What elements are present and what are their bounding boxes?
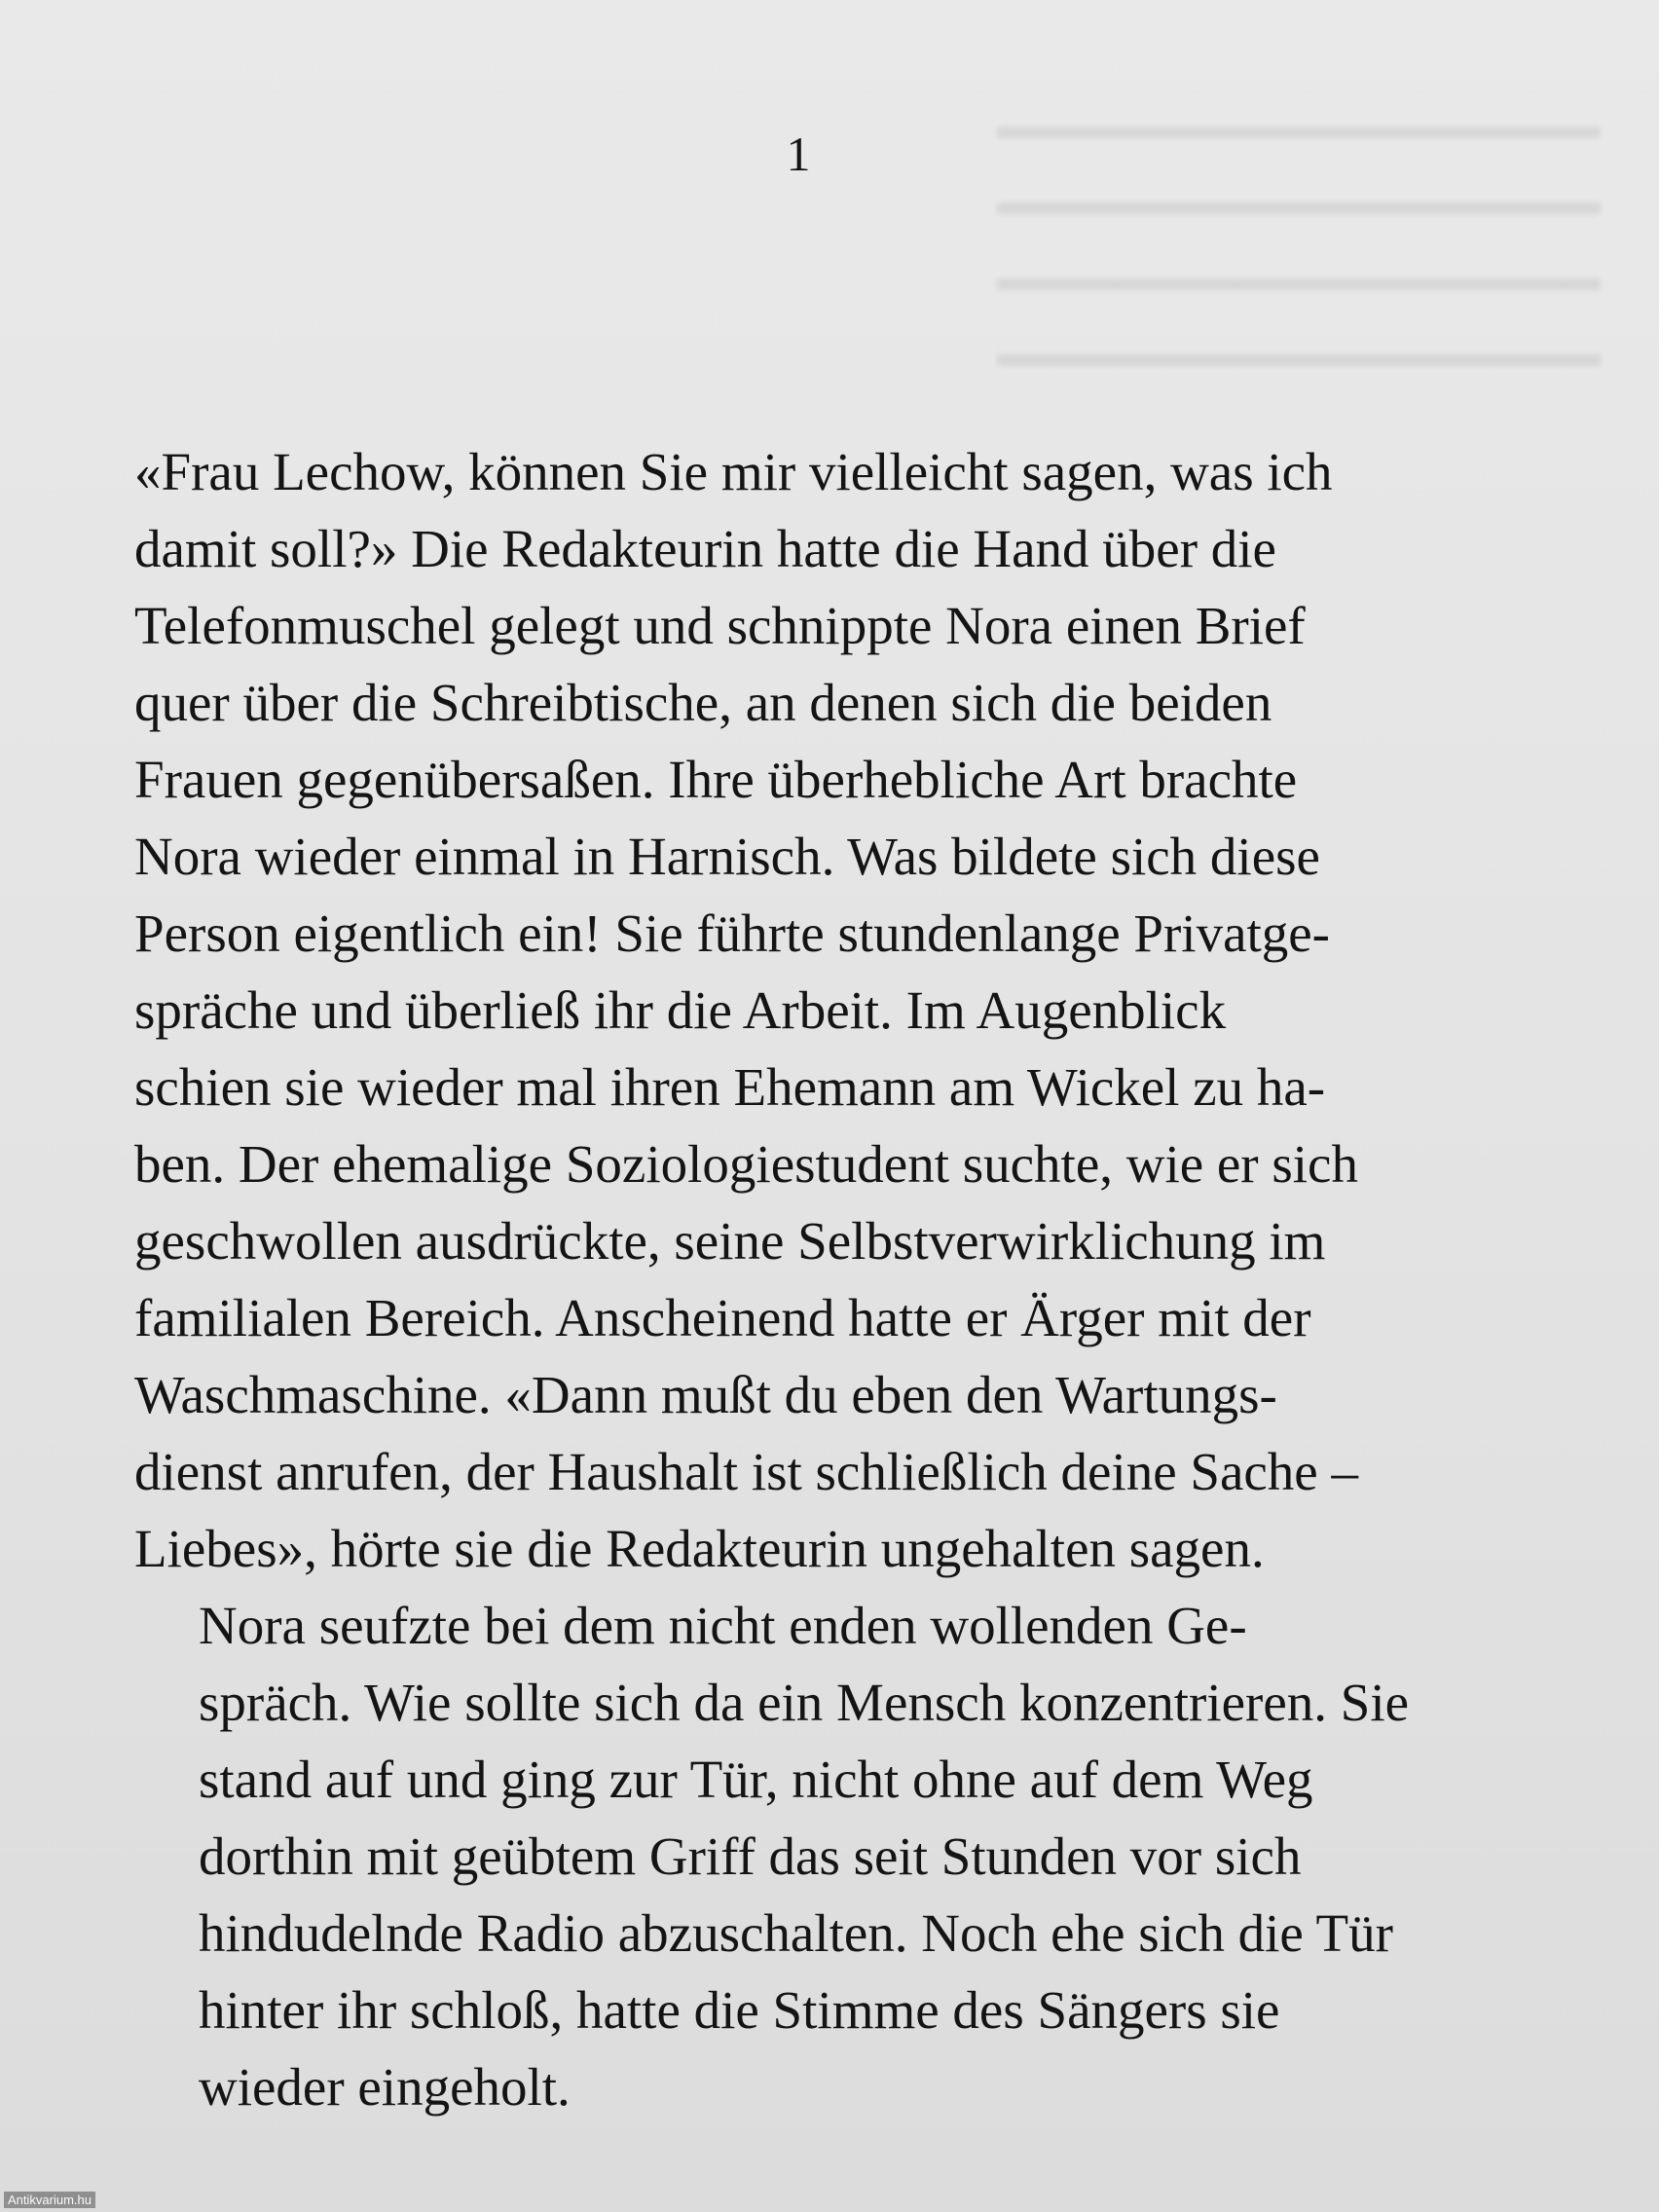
text-line: stand auf und ging zur Tür, nicht ohne auf dem Weg (199, 1750, 1313, 1809)
watermark: Antikvarium.hu (4, 2192, 95, 2208)
text-line: familialen Bereich. Anscheinend hatte er Ärger mit der (134, 1288, 1311, 1347)
text-line: spräche und überließ ihr die Arbeit. Im Augenblick (134, 980, 1227, 1040)
text-line: Frauen gegenübersaßen. Ihre überhebliche Art brachte (134, 750, 1298, 809)
text-line: wieder eingeholt. (199, 2057, 571, 2117)
text-line: Waschmaschine. «Dann mußt du eben den Wartungs- (134, 1365, 1277, 1424)
paragraph (134, 433, 1488, 1587)
text-line: Nora seufzte bei dem nicht enden wollenden Ge- (199, 1596, 1247, 1655)
text-line: hindudelnde Radio abzuschalten. Noch ehe sich die Tür (199, 1903, 1393, 1963)
text-line: geschwollen ausdrückte, seine Selbstverwirklichung im (134, 1211, 1326, 1271)
chapter-number: 1 (786, 127, 811, 181)
text-line: «Frau Lechow, können Sie mir vielleicht sagen, was ich (134, 442, 1333, 501)
text-line: hinter ihr schloß, hatte die Stimme des Sängers sie (199, 1980, 1280, 2040)
text-line: Telefonmuschel gelegt und schnippte Nora einen Brief (134, 596, 1306, 655)
text-line: dorthin mit geübtem Griff das seit Stunden vor sich (199, 1826, 1302, 1886)
body-text (134, 433, 1488, 2125)
text-line: dienst anrufen, der Haushalt ist schließlich deine Sache – (134, 1442, 1358, 1501)
paragraph (134, 1587, 1488, 2125)
text-line: spräch. Wie sollte sich da ein Mensch konzentrieren. Sie (199, 1673, 1410, 1732)
text-line: Nora wieder einmal in Harnisch. Was bildete sich diese (134, 827, 1320, 886)
text-line: ben. Der ehemalige Soziologiestudent suchte, wie er sich (134, 1134, 1358, 1194)
text-line: damit soll?» Die Redakteurin hatte die Hand über die (134, 519, 1276, 578)
text-line: Liebes», hörte sie die Redakteurin ungehalten sagen. (134, 1519, 1265, 1578)
text-line: schien sie wieder mal ihren Ehemann am Wickel zu ha- (134, 1057, 1326, 1117)
text-line: quer über die Schreibtische, an denen sich die beiden (134, 673, 1272, 732)
text-line: Person eigentlich ein! Sie führte stundenlange Privatge- (134, 903, 1330, 963)
